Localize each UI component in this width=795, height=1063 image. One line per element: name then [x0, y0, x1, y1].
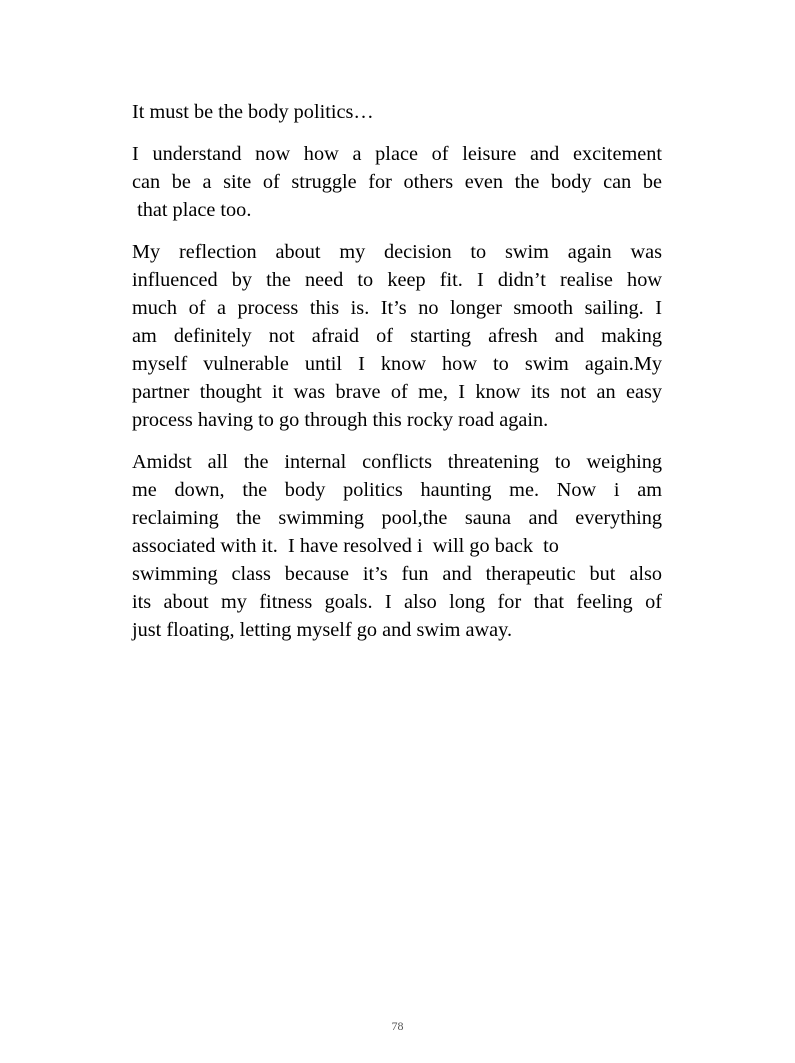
- text-line: process having to go through this rocky road again.: [132, 409, 549, 431]
- text-line: I understand now how a place of leisure and excitement: [132, 143, 662, 165]
- text-line: partner thought it was brave of me, I know its not an easy: [132, 381, 662, 403]
- paragraph-1: [132, 98, 662, 126]
- text-line: influenced by the need to keep fit. I didn’t realise how: [132, 269, 662, 291]
- text-line: just floating, letting myself go and swim away.: [132, 619, 513, 641]
- text-line: am definitely not afraid of starting afresh and making: [132, 325, 662, 347]
- text-line: swimming class because it’s fun and therapeutic but also: [132, 563, 662, 585]
- page-number: 78: [391, 1019, 404, 1033]
- text-line: that place too.: [132, 199, 252, 221]
- paragraph-2: [132, 140, 662, 224]
- text-line: My reflection about my decision to swim again was: [132, 241, 662, 263]
- text-line: can be a site of struggle for others even the body can be: [132, 171, 662, 193]
- text-line: Amidst all the internal conflicts threatening to weighing: [132, 451, 662, 473]
- text-line: reclaiming the swimming pool,the sauna and everything: [132, 507, 662, 529]
- text-line: It must be the body politics…: [132, 101, 374, 123]
- paragraph-4: [132, 448, 662, 644]
- text-line: much of a process this is. It’s no longer smooth sailing. I: [132, 297, 662, 319]
- text-line: its about my fitness goals. I also long for that feeling of: [132, 591, 662, 613]
- page-body: [132, 98, 662, 658]
- text-line: associated with it. I have resolved i will go back to: [132, 535, 559, 557]
- text-line: myself vulnerable until I know how to swim again.My: [132, 353, 662, 375]
- paragraph-3: [132, 238, 662, 434]
- text-line: me down, the body politics haunting me. Now i am: [132, 479, 662, 501]
